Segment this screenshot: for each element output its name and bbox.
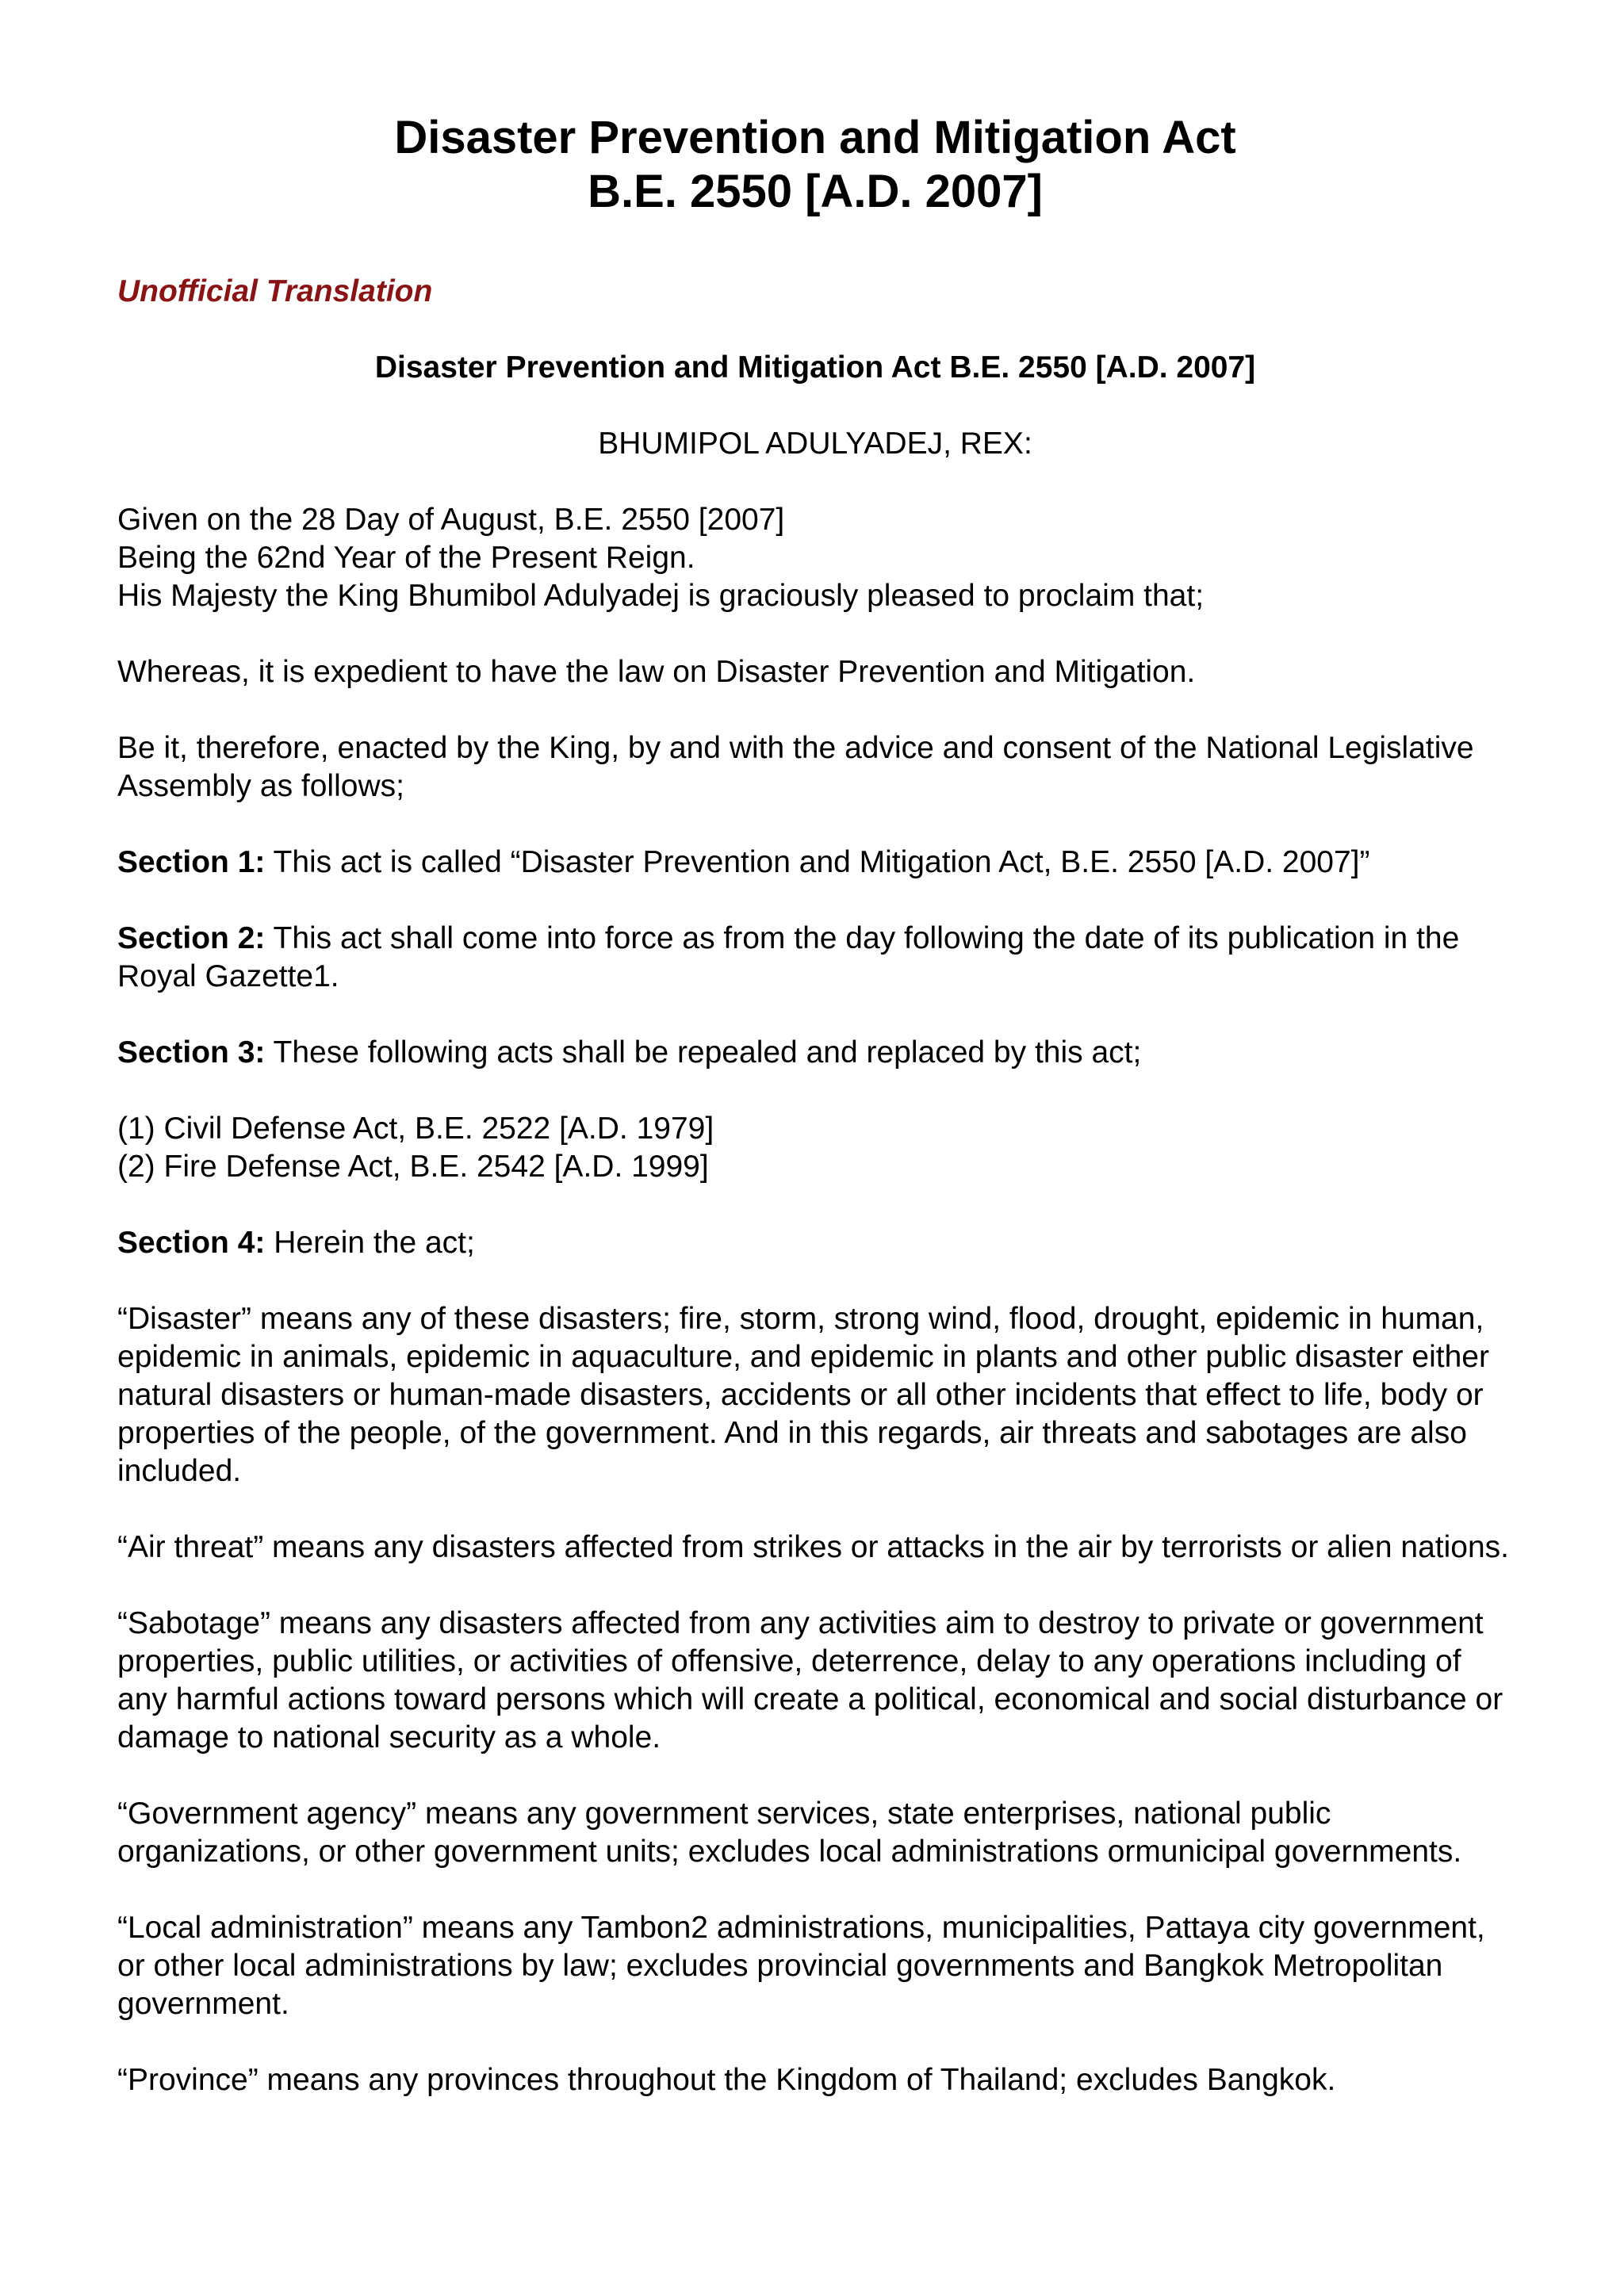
section-4 — [117, 1224, 1513, 1262]
repealed-act-item: (1) Civil Defense Act, B.E. 2522 [A.D. 1979] — [117, 1112, 714, 1146]
section-2-text: This act shall come into force as from the day following the date of its publication in the Royal Gazette1. — [117, 921, 1460, 993]
preamble-year: Being the 62nd Year of the Present Reign. — [117, 541, 695, 575]
document-page — [117, 111, 1513, 2137]
preamble-proclaim: His Majesty the King Bhumibol Adulyadej is graciously pleased to proclaim that; — [117, 579, 1205, 613]
whereas-paragraph: Whereas, it is expedient to have the law on Disaster Prevention and Mitigation. — [117, 655, 1196, 689]
section-3-label: Section 3: — [117, 1035, 266, 1070]
section-3-text: These following acts shall be repealed and replaced by this act; — [265, 1035, 1142, 1070]
section-2-label: Section 2: — [117, 921, 266, 955]
enactment-paragraph: Be it, therefore, enacted by the King, by and with the advice and consent of the National Legislative Assembly as follows; — [117, 731, 1474, 803]
act-heading: Disaster Prevention and Mitigation Act B.E. 2550 [A.D. 2007] — [374, 350, 1256, 385]
preamble — [117, 501, 1513, 615]
definition-government-agency: “Government agency” means any government services, state enterprises, national public organizations, or other government units; excludes local administrations ormunicipal governments. — [117, 1797, 1462, 1869]
title-line-2: B.E. 2550 [A.D. 2007] — [588, 166, 1043, 217]
definition-disaster: “Disaster” means any of these disasters; fire, storm, strong wind, flood, drought, epidemic in human, epidemic in animals, epidemic in aquaculture, and epidemic in plants and other public disaster either natural disasters or human-made disasters, accidents or all other incidents that effect to life, body or properties of the people, of the government. And in this regards, air threats and sabotages are also included. — [117, 1302, 1489, 1488]
definition-sabotage: “Sabotage” means any disasters affected from any activities aim to destroy to private or government properties, public utilities, or activities of offensive, deterrence, delay to any operations including of any harmful actions toward persons which will create a political, economical and social disturbance or damage to national security as a whole. — [117, 1606, 1503, 1755]
section-4-label: Section 4: — [117, 1226, 266, 1260]
section-3 — [117, 1034, 1513, 1072]
title-line-1: Disaster Prevention and Mitigation Act — [394, 112, 1236, 163]
section-1-text: This act is called “Disaster Prevention and Mitigation Act, B.E. 2550 [A.D. 2007]” — [265, 845, 1370, 879]
section-2 — [117, 920, 1513, 996]
repealed-acts-list — [117, 1110, 1513, 1186]
definition-province: “Province” means any provinces throughout the Kingdom of Thailand; excludes Bangkok. — [117, 2063, 1336, 2097]
definition-air-threat: “Air threat” means any disasters affected from strikes or attacks in the air by terrorists or alien nations. — [117, 1530, 1509, 1564]
section-1 — [117, 844, 1513, 882]
section-1-label: Section 1: — [117, 845, 266, 879]
king-proclamation: BHUMIPOL ADULYADEJ, REX: — [598, 427, 1032, 461]
definition-local-administration: “Local administration” means any Tambon2 administrations, municipalities, Pattaya city government, or other local administrations by law; excludes provincial governments and Bangkok Metropolitan government. — [117, 1911, 1485, 2021]
repealed-act-item: (2) Fire Defense Act, B.E. 2542 [A.D. 1999] — [117, 1150, 709, 1184]
document-title — [117, 111, 1513, 219]
preamble-given: Given on the 28 Day of August, B.E. 2550 [2007] — [117, 503, 785, 537]
unofficial-translation-note: Unofficial Translation — [117, 274, 433, 308]
section-4-text: Herein the act; — [265, 1226, 475, 1260]
